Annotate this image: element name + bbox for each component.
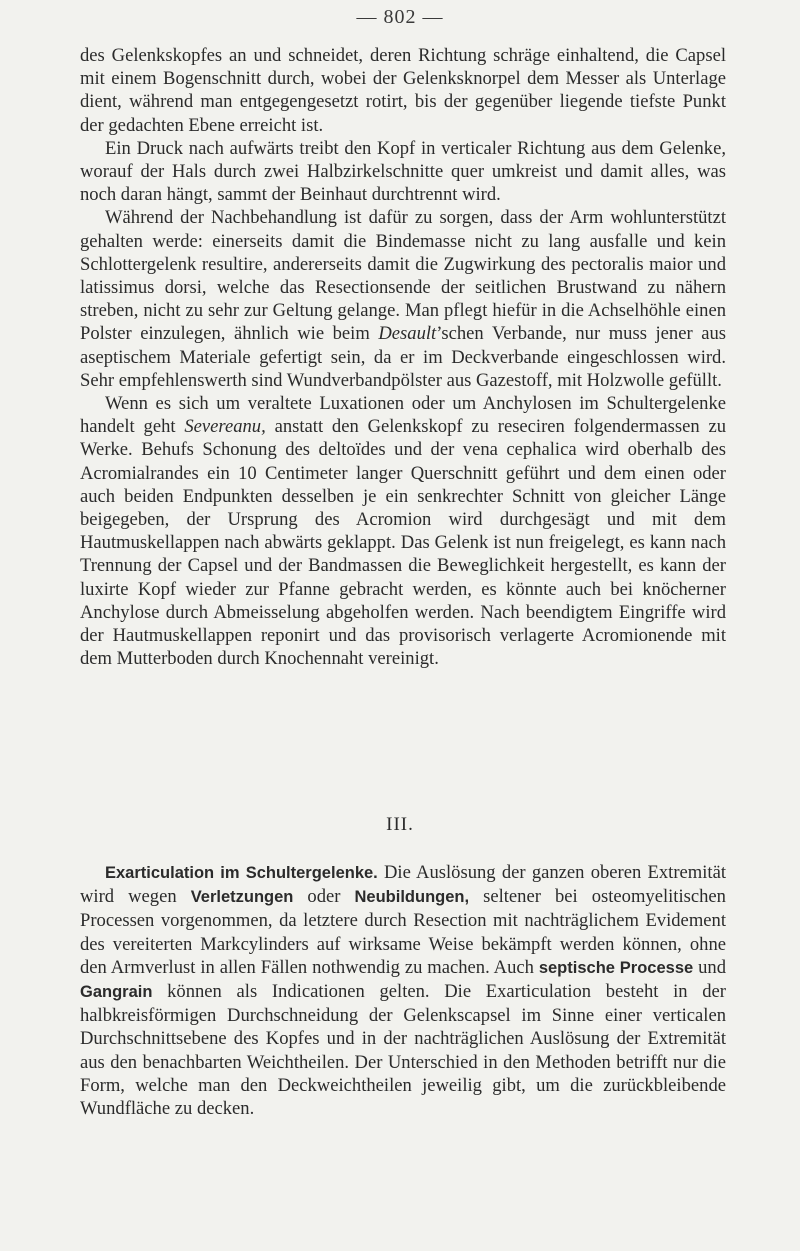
section-text-5: können als Indicationen gelten. Die Exarticulation besteht in der halbkreisförmigen Durchschneidung der Gelenkscapsel im Sinne einer verticalen Durchschnittsebene des Kopfes und in der nachträglichen Auslösung der Extremität aus den benachbarten Weichtheilen. Der Unterschied in den Methoden betrifft nur die Form, welche man den Deckweichtheilen jeweilig gibt, um die zurückbleibende Wundfläche zu decken. [80, 981, 726, 1120]
term-exarticulation: Exarticulation im Schultergelenke. [105, 864, 378, 882]
author-name-desault: Desault [378, 323, 437, 345]
section-heading: III. [386, 814, 414, 835]
section-text-2: oder [293, 886, 355, 908]
page-number: — 802 — [356, 6, 444, 28]
paragraph-3-text-end: ’schen Verbande, nur muss jener aus aseptischem Materiale gefertigt sein, da er im Deckverbande eingeschlossen wird. Sehr empfehlenswerth sind Wundverbandpölster aus Gazestoff, mit Holzwolle gefüllt. [80, 323, 726, 391]
term-neubildungen: Neubildungen, [354, 888, 470, 907]
paragraph-1 [80, 44, 726, 137]
term-gangrain: Gangrain [80, 983, 153, 1002]
paragraph-3 [80, 206, 726, 392]
section-text-1: Die Auslösung der ganzen oberen Extremität wird wegen [80, 862, 726, 908]
section-paragraph [80, 861, 726, 1120]
paragraph-3-text-start: Während der Nachbehandlung ist dafür zu sorgen, dass der Arm wohlunterstützt gehalten werde: einerseits damit die Bindemasse nicht zu lang ausfalle und kein Schlottergelenk resultire, andererseits damit die Zugwirkung des pectoralis maior und latissimus dorsi, welche das Resectionsende der seitlichen Brustwand zu nähern streben, nicht zu sehr zur Geltung gelange. Man pflegt hiefür in die Achselhöhle einen Polster einzulegen, ähnlich wie beim [80, 207, 726, 345]
paragraph-4 [80, 392, 726, 670]
paragraph-2-text: Ein Druck nach aufwärts treibt den Kopf in verticaler Richtung aus dem Gelenke, worauf der Hals durch zwei Halbzirkelschnitte quer umkreist und damit alles, was noch daran hängt, sammt der Beinhaut durchtrennt wird. [80, 137, 726, 206]
section-text-4: und [693, 956, 726, 978]
main-text [80, 44, 726, 670]
paragraph-2 [80, 137, 726, 207]
term-septische-processe: septische Processe [538, 958, 694, 977]
author-name-severeanu: Severeanu, [184, 416, 266, 438]
section-text [80, 861, 726, 1120]
section-text-3: seltener bei osteomyelitischen Processen vorgenommen, da letztere durch Resection mit nachträglichem Evidement des vereiterten Markcylinders auf wirksame Weise bekämpft werden können, ohne den Armverlust in allen Fällen nothwendig zu machen. Auch [80, 886, 726, 978]
paragraph-1-text: des Gelenkskopfes an und schneidet, deren Richtung schräge einhaltend, die Capsel mit einem Bogenschnitt durch, wobei der Gelenksknorpel dem Messer als Unterlage dient, während man entgegengesetzt rotirt, bis der gegenüber liegende tiefste Punkt der gedachten Ebene erreicht ist. [80, 45, 726, 136]
paragraph-4-text-end: anstatt den Gelenkskopf zu reseciren folgendermassen zu Werke. Behufs Schonung des deltoïdes und der vena cephalica wird oberhalb des Acromialrandes ein 10 Centimeter langer Querschnitt geführt und dem einen oder auch beiden Endpunkten desselben je ein senkrechter Schnitt von gleicher Länge beigegeben, der Ursprung des Acromion wird durchgesägt und mit dem Hautmuskellappen nach abwärts geklappt. Das Gelenk ist nun freigelegt, es kann nach Trennung der Capsel und der Bandmassen die Beweglichkeit hergestellt, es kann der luxirte Kopf wieder zur Pfanne gebracht werden, es könnte auch bei knöcherner Anchylose durch Abmeisselung abgeholfen werden. Nach beendigtem Eingriffe wird der Hautmuskellappen reponirt und das provisorisch verlagerte Acromionende mit dem Mutterboden durch Knochennaht vereinigt. [80, 416, 726, 670]
paragraph-4-text-start: Wenn es sich um veraltete Luxationen oder um Anchylosen im Schultergelenke handelt geht [80, 393, 726, 438]
term-verletzungen: Verletzungen [190, 888, 294, 907]
